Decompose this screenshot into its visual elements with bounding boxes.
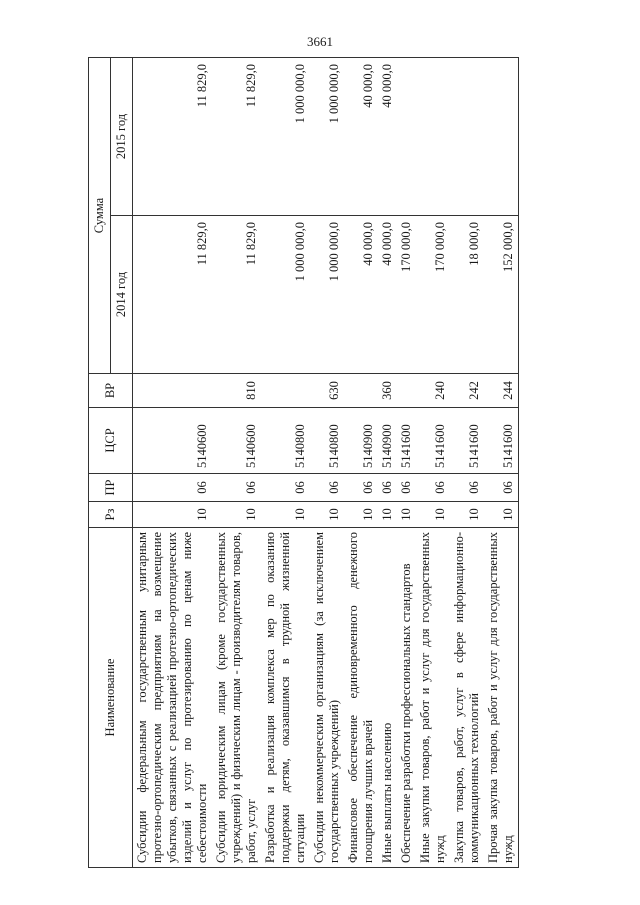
row-vr (397, 374, 416, 408)
row-rz: 10 (397, 502, 416, 528)
row-csr: 5141600 (416, 408, 450, 474)
header-name: Наименование (89, 528, 133, 868)
header-rz: Рз (89, 502, 133, 528)
row-rz: 10 (344, 502, 378, 528)
row-pr: 06 (261, 474, 310, 502)
row-csr: 5140800 (261, 408, 310, 474)
row-csr: 5140600 (133, 408, 213, 474)
row-2015: 1 000 000,0 (310, 58, 344, 216)
row-rz: 10 (133, 502, 213, 528)
row-2014: 152 000,0 (484, 216, 519, 374)
table-body (133, 58, 519, 868)
row-pr: 06 (450, 474, 484, 502)
header-csr: ЦСР (89, 408, 133, 474)
budget-table (88, 57, 519, 868)
table-row (484, 58, 519, 868)
row-2015 (450, 58, 484, 216)
row-pr: 06 (344, 474, 378, 502)
row-2015 (397, 58, 416, 216)
row-name: Иные выплаты населению (378, 528, 397, 868)
row-name: Обеспечение разработки профессиональных стандартов (397, 528, 416, 868)
row-2014: 40 000,0 (378, 216, 397, 374)
row-rz: 10 (212, 502, 261, 528)
row-2014: 170 000,0 (416, 216, 450, 374)
row-pr: 06 (310, 474, 344, 502)
row-vr (133, 374, 213, 408)
row-2014: 40 000,0 (344, 216, 378, 374)
table-row (450, 58, 484, 868)
row-csr: 5140900 (344, 408, 378, 474)
header-2015: 2015 год (111, 58, 133, 216)
row-rz: 10 (450, 502, 484, 528)
header-2014: 2014 год (111, 216, 133, 374)
row-vr: 810 (212, 374, 261, 408)
table-header (89, 58, 133, 868)
row-pr: 06 (378, 474, 397, 502)
row-2015 (416, 58, 450, 216)
row-rz: 10 (378, 502, 397, 528)
row-rz: 10 (310, 502, 344, 528)
row-csr: 5140600 (212, 408, 261, 474)
row-vr: 240 (416, 374, 450, 408)
row-vr: 242 (450, 374, 484, 408)
row-vr: 360 (378, 374, 397, 408)
row-2014: 1 000 000,0 (310, 216, 344, 374)
table-row (397, 58, 416, 868)
row-pr: 06 (484, 474, 519, 502)
row-name: Разработка и реализация комплекса мер по оказанию поддержки детям, оказавшимся в трудной жизненной ситуации (261, 528, 310, 868)
row-name: Прочая закупка товаров, работ и услуг для государственных нужд (484, 528, 519, 868)
row-2015: 40 000,0 (344, 58, 378, 216)
row-csr: 5141600 (484, 408, 519, 474)
row-vr: 244 (484, 374, 519, 408)
rotated-table-container (88, 58, 568, 868)
row-pr: 06 (133, 474, 213, 502)
table-row (378, 58, 397, 868)
row-name: Субсидии федеральным государственным унитарным протезно-ортопедическим предприятиям на возмещение убытков, связанных с реализацией протезно-ортопедических изделий и услуг по протезированию по ценам ниже себестоимости (133, 528, 213, 868)
row-vr: 630 (310, 374, 344, 408)
row-2015: 11 829,0 (133, 58, 213, 216)
row-2014: 11 829,0 (133, 216, 213, 374)
header-vr: ВР (89, 374, 133, 408)
row-2015 (484, 58, 519, 216)
row-rz: 10 (416, 502, 450, 528)
row-name: Закупка товаров, работ, услуг в сфере информационно-коммуникационных технологий (450, 528, 484, 868)
row-vr (261, 374, 310, 408)
table-row (212, 58, 261, 868)
row-2015: 1 000 000,0 (261, 58, 310, 216)
row-name: Субсидии некоммерческим организациям (за исключением государственных учреждений) (310, 528, 344, 868)
table-row (310, 58, 344, 868)
table-row (416, 58, 450, 868)
row-pr: 06 (212, 474, 261, 502)
row-2014: 170 000,0 (397, 216, 416, 374)
table-row (261, 58, 310, 868)
row-pr: 06 (416, 474, 450, 502)
row-csr: 5141600 (397, 408, 416, 474)
row-csr: 5140800 (310, 408, 344, 474)
row-vr (344, 374, 378, 408)
row-pr: 06 (397, 474, 416, 502)
row-name: Финансовое обеспечение единовременного денежного поощрения лучших врачей (344, 528, 378, 868)
header-sum: Сумма (89, 58, 111, 374)
table-row (344, 58, 378, 868)
header-pr: ПР (89, 474, 133, 502)
row-name: Иные закупки товаров, работ и услуг для государственных нужд (416, 528, 450, 868)
row-2015: 40 000,0 (378, 58, 397, 216)
row-2015: 11 829,0 (212, 58, 261, 216)
row-name: Субсидии юридическим лицам (кроме государственных учреждений) и физическим лицам - производителям товаров, работ, услуг (212, 528, 261, 868)
row-rz: 10 (261, 502, 310, 528)
row-2014: 18 000,0 (450, 216, 484, 374)
row-2014: 1 000 000,0 (261, 216, 310, 374)
row-2014: 11 829,0 (212, 216, 261, 374)
table-row (133, 58, 213, 868)
row-csr: 5140900 (378, 408, 397, 474)
row-rz: 10 (484, 502, 519, 528)
page-number: 3661 (307, 34, 333, 49)
row-csr: 5141600 (450, 408, 484, 474)
